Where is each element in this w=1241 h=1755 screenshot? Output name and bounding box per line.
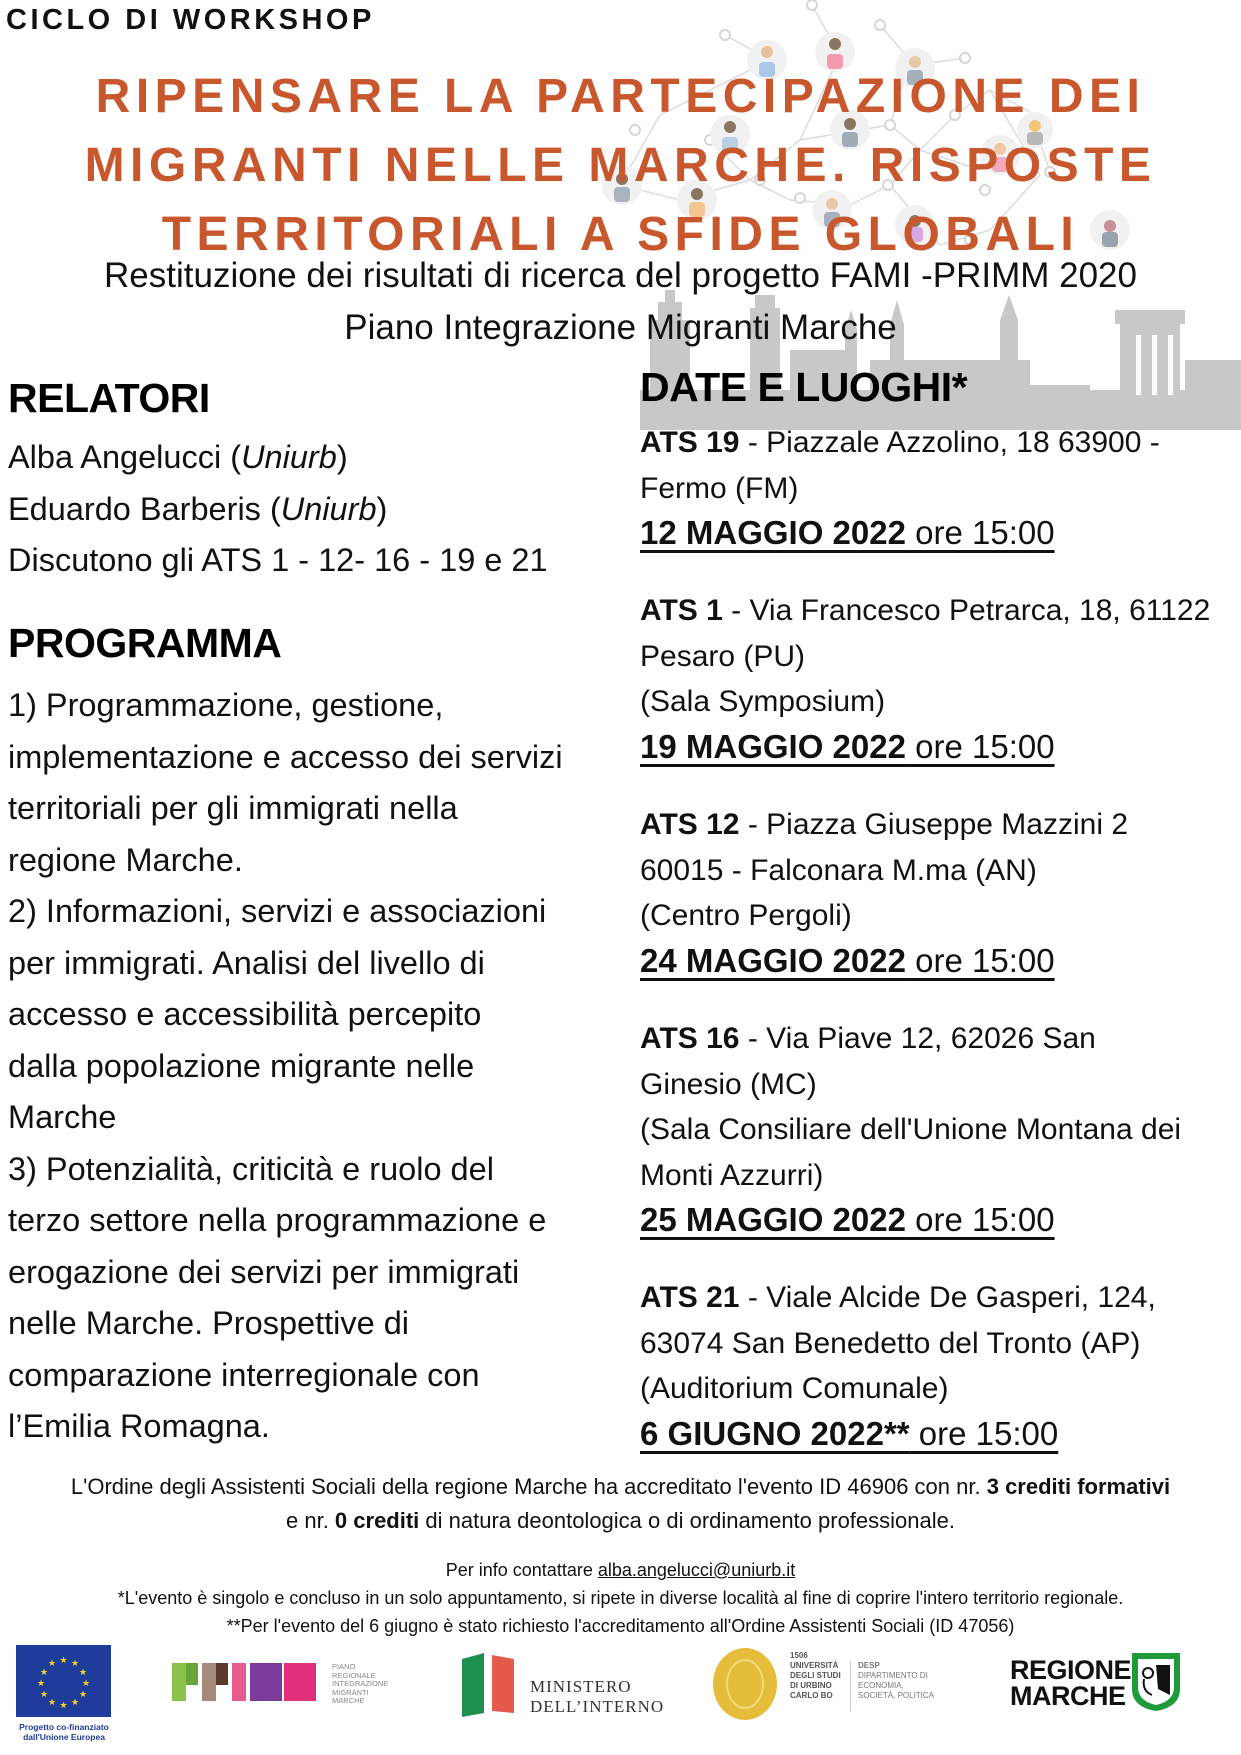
event-venue: ATS 12 - Piazza Giuseppe Mazzini 2 [640,808,1128,841]
contact-line: Per info contattare alba.angelucci@uniurb.it [445,1560,796,1580]
page-title [0,62,1241,269]
programma-line: per immigrati. Analisi del livello di [8,944,485,981]
svg-text:★: ★ [70,1697,80,1707]
event-venue-line: (Auditorium Comunale) [640,1372,949,1405]
programma-line: nelle Marche. Prospettive di [8,1305,410,1341]
subtitle-line: Restituzione dei risultati di ricerca del progetto FAMI -PRIMM 2020 [104,256,1137,295]
speaker-affiliation: Uniurb [280,490,377,527]
event-venue-line: 63074 San Benedetto del Tronto (AP) [640,1326,1141,1360]
programma-line: erogazione dei servizi per immigrati [8,1253,520,1290]
subtitle [0,250,1241,354]
regione-marche-shield-icon [1130,1651,1182,1713]
uniurb-seal-icon [712,1647,778,1721]
footnote-june-event: **Per l'evento del 6 giugno è stato richiesto l'accreditamento all'Ordine Assistenti Sociali (ID 47056) [226,1616,1015,1636]
ats-label: ATS 12 [640,808,740,841]
event-date: 19 MAGGIO 2022 ore 15:00 [640,727,1055,765]
svg-text:★: ★ [47,1658,57,1668]
event-venue-line: Ginesio (MC) [640,1067,817,1101]
svg-text:★: ★ [59,1655,68,1665]
speaker: Alba Angelucci (Uniurb) [8,439,348,475]
relatori-list [8,432,618,587]
title-line: MIGRANTI NELLE MARCHE. RISPOSTE [84,139,1157,192]
svg-text:★: ★ [39,1689,49,1699]
event-time: ore 15:00 [905,1201,1055,1238]
ats-label: ATS 16 [640,1022,740,1055]
event-venue-line: (Centro Pergoli) [640,899,852,932]
svg-text:★: ★ [47,1697,57,1707]
svg-text:★: ★ [81,1678,91,1688]
date-luoghi-heading: DATE E LUOGHI* [640,364,968,410]
footnote-single-event: *L'evento è singolo e concluso in un solo appuntamento, si ripete in diverse località al fine di coprire l'intero territorio regionale. [117,1588,1124,1608]
svg-text:★: ★ [59,1700,68,1710]
events-list [640,420,1240,1450]
event-ats-12 [640,802,1240,983]
programma-line: 1) Programmazione, gestione, [8,687,444,723]
accreditation-line: e nr. 0 crediti di natura deontologica o di ordinamento professionale. [286,1508,955,1533]
partner-logos [0,1645,1241,1745]
programma-line: 2) Informazioni, servizi e associazioni [8,893,547,929]
event-venue-line: (Sala Consiliare dell'Unione Montana dei [640,1113,1182,1146]
event-venue-line: Pesaro (PU) [640,639,806,673]
programma-line: l’Emilia Romagna. [8,1408,270,1444]
accreditation-notice [0,1470,1241,1538]
event-venue-line: (Sala Symposium) [640,685,886,718]
programma-line: comparazione interregionale con [8,1356,480,1393]
title-line: TERRITORIALI A SFIDE GLOBALI [161,208,1080,261]
programma-line: 3) Potenzialità, criticità e ruolo del [8,1150,494,1187]
eu-flag-icon [16,1645,111,1717]
event-ats-19 [640,420,1240,555]
primm-logo: PIANO REGIONALE INTEGRAZIONE MIGRANTI MARCHE [172,1655,412,1715]
event-venue-line: 60015 - Falconara M.ma (AN) [640,853,1037,887]
speaker-affiliation: Uniurb [241,439,337,475]
event-date: 6 GIUGNO 2022** ore 15:00 [640,1414,1059,1452]
event-venue-line: Fermo (FM) [640,471,799,505]
event-ats-21 [640,1275,1240,1456]
event-time: ore 15:00 [905,514,1055,551]
event-venue: ATS 21 - Viale Alcide De Gasperi, 124, [640,1281,1156,1314]
programma-list [8,680,618,1453]
svg-text:★: ★ [78,1689,88,1699]
event-venue: ATS 16 - Via Piave 12, 62026 San [640,1022,1096,1055]
contact-email-link[interactable]: alba.angelucci@uniurb.it [597,1560,796,1580]
ats-label: ATS 21 [640,1281,740,1314]
event-date: 12 MAGGIO 2022 ore 15:00 [640,514,1055,551]
svg-text:★: ★ [70,1658,80,1668]
accreditation-line: L'Ordine degli Assistenti Sociali della regione Marche ha accreditato l'evento ID 46906 con nr. 3 crediti formativi [70,1474,1171,1499]
speaker: Eduardo Barberis (Uniurb) [8,490,388,527]
programma-line: accesso e accessibilità percepito [8,996,482,1032]
programma-line: terzo settore nella programmazione e [8,1202,547,1238]
ministero-interno-logo: MINISTERO DELL’INTERNO [462,1653,682,1723]
event-ats-1 [640,588,1240,769]
programma-line: territoriali per gli immigrati nella [8,790,458,826]
ats-label: ATS 19 [640,426,740,459]
event-time: ore 15:00 [909,1414,1059,1452]
programma-line: implementazione e accesso dei servizi [8,738,563,775]
svg-text:★: ★ [78,1667,88,1677]
title-line: RIPENSARE LA PARTECIPAZIONE DEI [95,70,1146,123]
event-venue-line: Monti Azzurri) [640,1158,824,1192]
ats-label: ATS 1 [640,594,723,627]
svg-text:★: ★ [36,1678,46,1688]
italian-flag-icon [462,1653,518,1717]
event-venue: ATS 1 - Via Francesco Petrarca, 18, 61122 [640,594,1211,627]
svg-text:★: ★ [39,1667,49,1677]
event-date: 25 MAGGIO 2022 ore 15:00 [640,1201,1055,1238]
regione-marche-logo: REGIONE MARCHE [1010,1649,1210,1729]
series-kicker: CICLO DI WORKSHOP [6,4,375,36]
programma-line: regione Marche. [8,841,243,878]
primm-wordmark-icon [172,1655,322,1705]
programma-line: Marche [8,1099,117,1135]
programma-heading: PROGRAMMA [8,620,282,666]
event-ats-16 [640,1016,1240,1242]
relatori-heading: RELATORI [8,375,210,421]
event-venue: ATS 19 - Piazzale Azzolino, 18 63900 - [640,426,1160,459]
eu-logo: ★ ★ ★ ★ ★ ★ ★ ★ ★ ★ ★ ★ Progetto co-finanziato dall'Unione Europea [16,1645,112,1742]
footer-info [0,1556,1241,1640]
uniurb-desp-logo: 1506 UNIVERSITÀ DEGLI STUDI DI URBINO CARLO BO DESP DIPARTIMENTO DI ECONOMIA, SOCIETÀ, POLITICA [712,1647,952,1727]
subtitle-line: Piano Integrazione Migranti Marche [344,308,897,347]
event-time: ore 15:00 [905,727,1055,765]
discussion-note: Discutono gli ATS 1 - 12- 16 - 19 e 21 [8,542,548,578]
event-date: 24 MAGGIO 2022 ore 15:00 [640,941,1055,979]
event-time: ore 15:00 [905,941,1055,979]
programma-line: dalla popolazione migrante nelle [8,1047,475,1084]
